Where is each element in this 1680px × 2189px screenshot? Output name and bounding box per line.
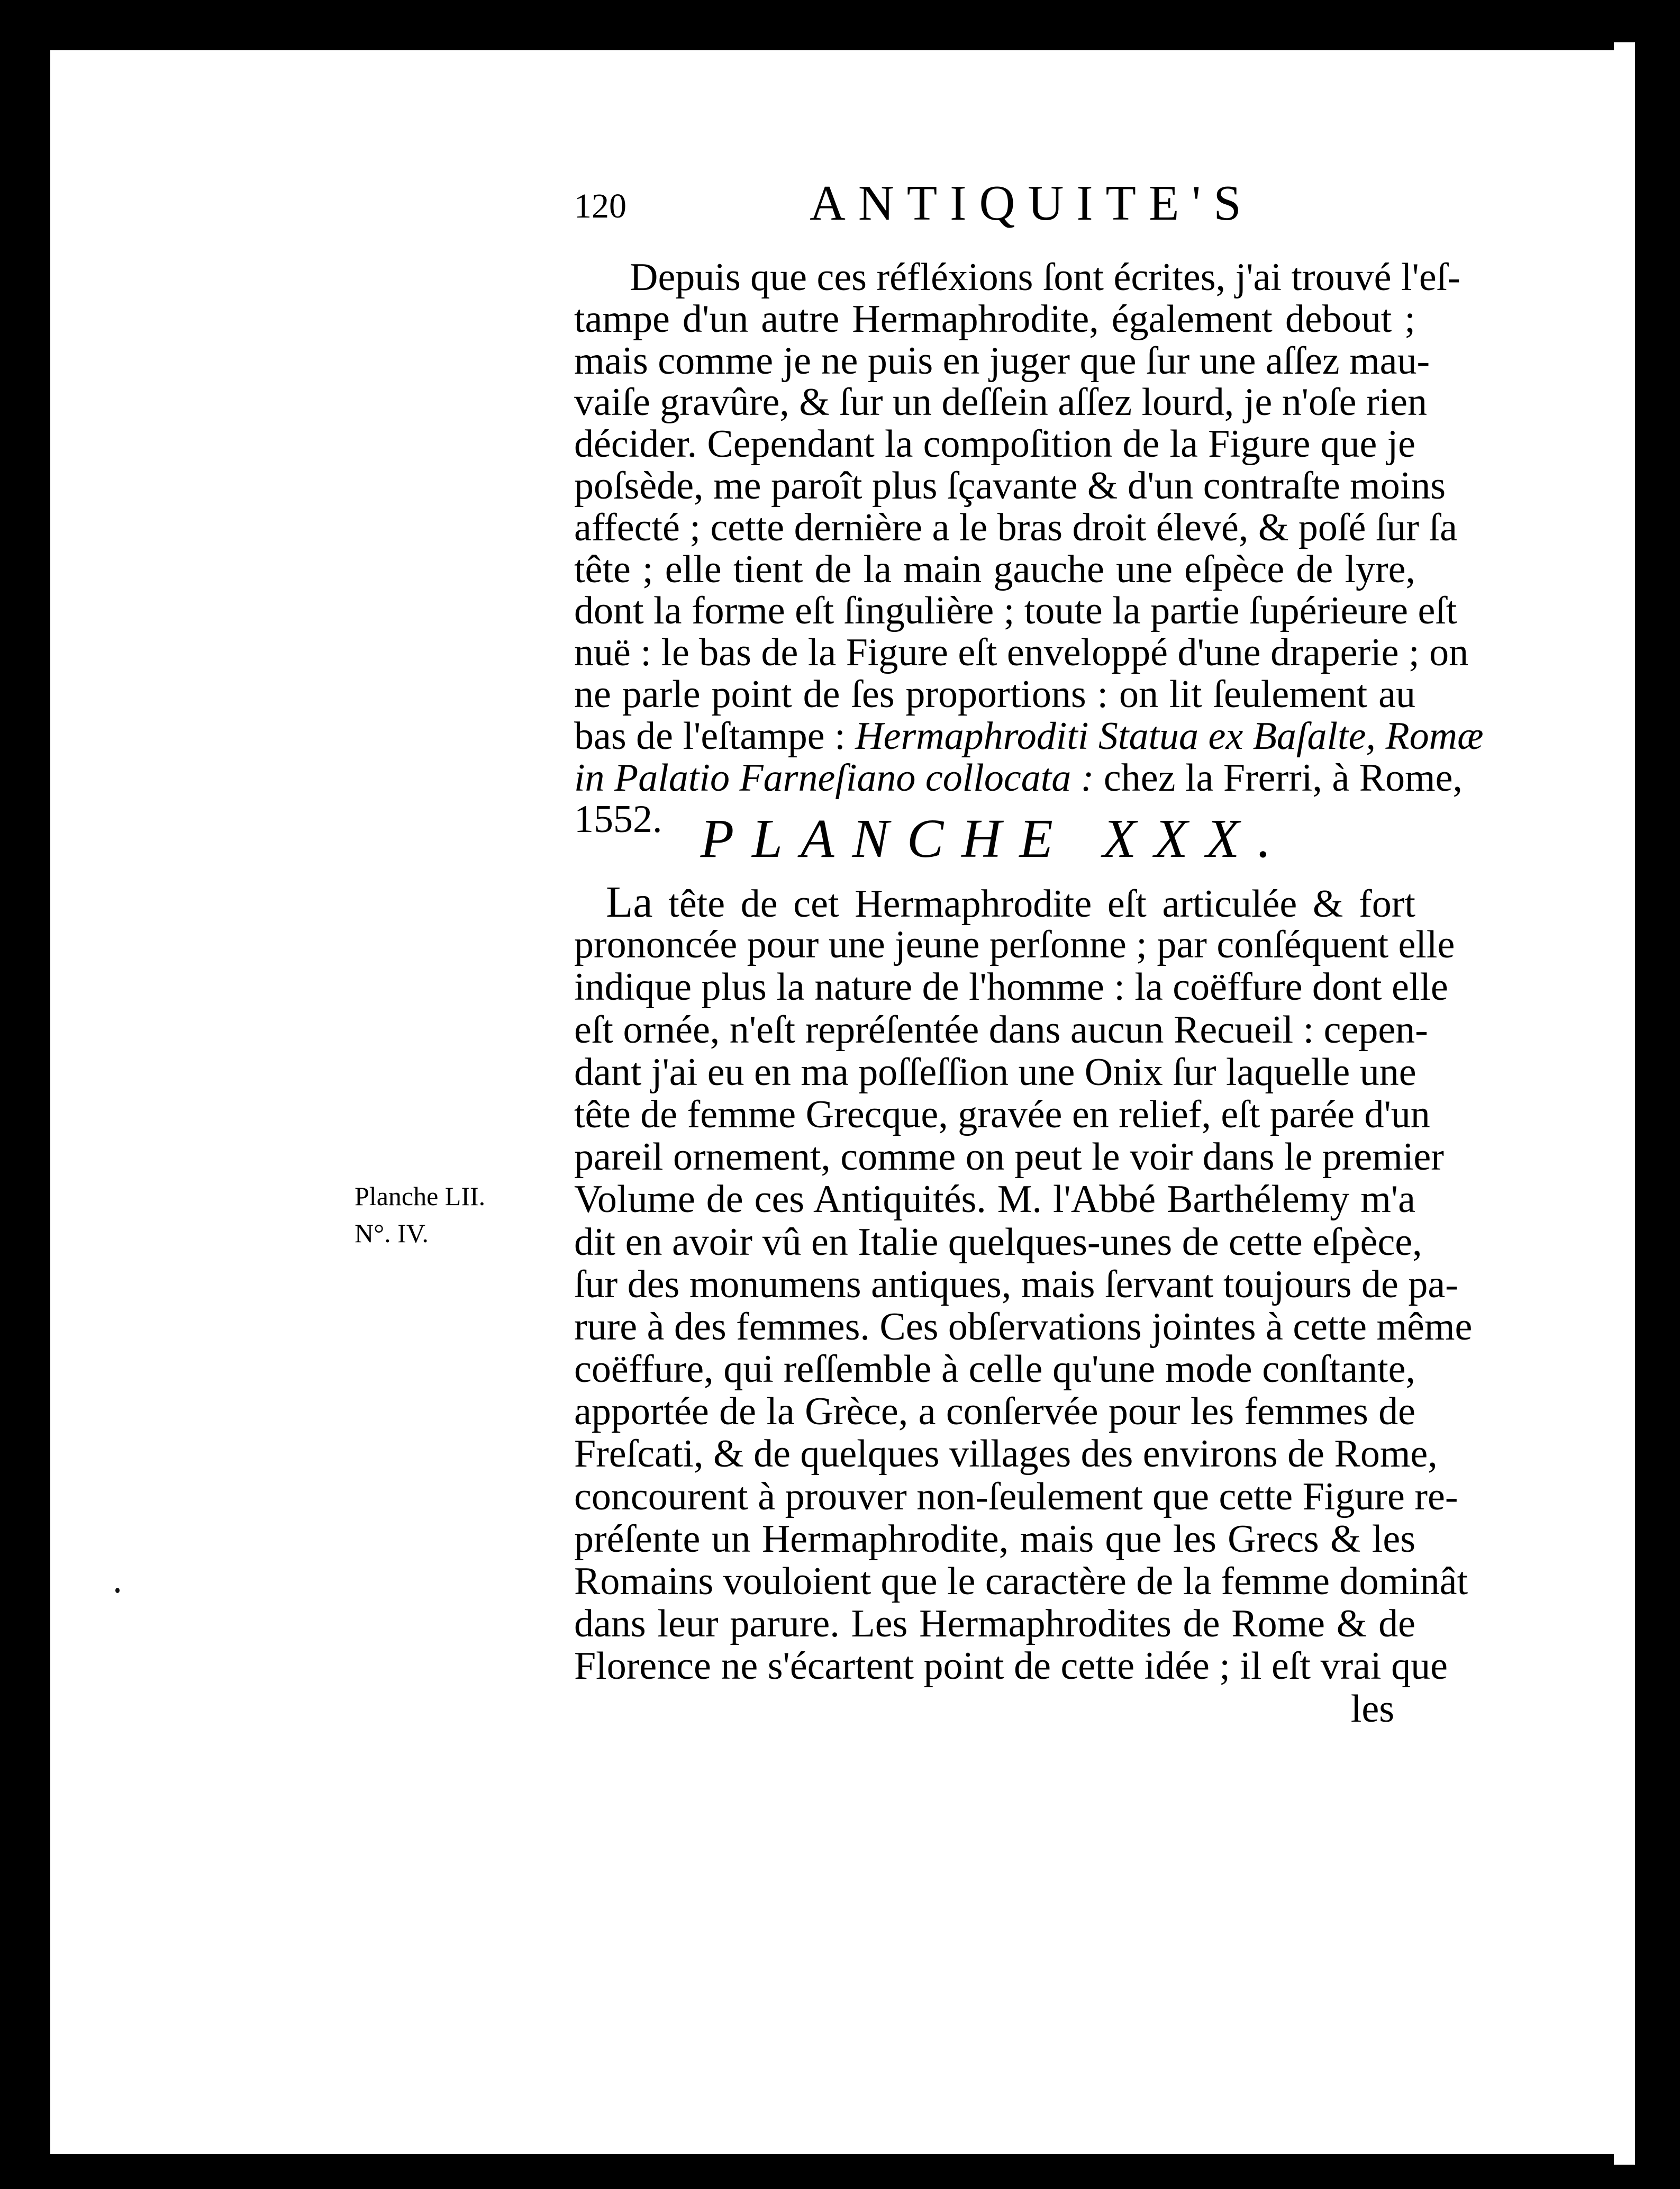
italic-citation: Hermaphroditi Statua ex Baſalte, Romæ xyxy=(855,714,1484,758)
text-segment: chez la Frerri, à Rome, xyxy=(1094,756,1463,800)
text-line: rure à des femmes. Ces obſervations jointes à cette même xyxy=(574,1305,1473,1349)
text-line: Romains vouloient que le caractère de la femme dominât xyxy=(574,1560,1468,1603)
text-line: tête de femme Grecque, gravée en relief, eſt parée d'un xyxy=(574,1092,1430,1136)
text-line: nuë : le bas de la Figure eſt enveloppé d'une draperie ; on xyxy=(574,631,1469,675)
text-line: coëffure, qui reſſemble à celle qu'une mode conſtante, xyxy=(574,1347,1415,1391)
text-line: poſsède, me paroît plus ſçavante & d'un contraſte moins xyxy=(574,464,1446,508)
text-line xyxy=(574,714,1484,758)
margin-note xyxy=(355,1178,566,1252)
text-line: eſt ornée, n'eſt repréſentée dans aucun Recueil : cepen- xyxy=(574,1008,1428,1052)
margin-note-line: Planche LII. xyxy=(355,1181,486,1211)
ink-speck xyxy=(115,1588,120,1593)
section-title: PLANCHE XXX. xyxy=(700,808,1289,869)
text-line: 1552. xyxy=(574,798,662,842)
text-line: dant j'ai eu en ma poſſeſſion une Onix ſur laquelle une xyxy=(574,1050,1416,1094)
text-line: Volume de ces Antiquités. M. l'Abbé Barthélemy m'a xyxy=(574,1178,1415,1222)
text-line: apportée de la Grèce, a conſervée pour les femmes de xyxy=(574,1390,1415,1434)
page-number: 120 xyxy=(574,187,626,225)
text-line: dit en avoir vû en Italie quelques-unes de cette eſpèce, xyxy=(574,1220,1422,1264)
text-line: indique plus la nature de l'homme : la coëffure dont elle xyxy=(574,965,1448,1009)
text-line: ne parle point de ſes proportions : on lit ſeulement au xyxy=(574,672,1415,716)
text-line: affecté ; cette dernière a le bras droit élevé, & poſé ſur ſa xyxy=(574,505,1457,549)
text-line: Depuis que ces réfléxions ſont écrites, j'ai trouvé l'eſ- xyxy=(630,256,1460,299)
text-line: concourent à prouver non-ſeulement que cette Figure re- xyxy=(574,1475,1458,1518)
margin-note-line: N°. IV. xyxy=(355,1218,429,1248)
text-segment: tête de cet Hermaphrodite eſt articulée & fort xyxy=(652,882,1415,926)
text-line xyxy=(574,878,1415,927)
page-header xyxy=(574,175,1421,233)
text-line: mais comme je ne puis en juger que ſur une aſſez mau- xyxy=(574,339,1430,383)
page-right-margin xyxy=(1614,42,1635,2165)
italic-citation: in Palatio Farneſiano collocata : xyxy=(574,756,1094,800)
text-line: dans leur parure. Les Hermaphrodites de Rome & de xyxy=(574,1602,1415,1646)
text-line: préſente un Hermaphrodite, mais que les Grecs & les xyxy=(574,1517,1415,1561)
paragraph-1 xyxy=(574,256,1484,842)
text-line: Freſcati, & de quelques villages des environs de Rome, xyxy=(574,1432,1438,1476)
running-title: ANTIQUITE'S xyxy=(810,176,1254,231)
text-line: prononcée pour une jeune perſonne ; par conſéquent elle xyxy=(574,923,1455,967)
text-segment: bas de l'eſtampe : xyxy=(574,714,856,758)
dropcap: La xyxy=(606,878,653,927)
text-line: Florence ne s'écartent point de cette idée ; il eſt vrai que xyxy=(574,1644,1448,1688)
text-line: vaiſe gravûre, & ſur un deſſein aſſez lourd, je n'oſe rien xyxy=(574,381,1427,424)
text-line: pareil ornement, comme on peut le voir dans le premier xyxy=(574,1135,1444,1179)
text-line: tampe d'un autre Hermaphrodite, également debout ; xyxy=(574,297,1415,341)
catchword: les xyxy=(1350,1687,1394,1731)
paragraph-2 xyxy=(574,878,1473,1731)
text-line: dont la forme eſt ſingulière ; toute la partie ſupérieure eſt xyxy=(574,589,1457,633)
text-line: ſur des monumens antiques, mais ſervant toujours de pa- xyxy=(574,1262,1458,1306)
text-line: décider. Cependant la compoſition de la Figure que je xyxy=(574,422,1415,466)
scan-border xyxy=(1636,0,1680,2189)
text-line: tête ; elle tient de la main gauche une eſpèce de lyre, xyxy=(574,547,1415,591)
text-line xyxy=(574,756,1463,800)
